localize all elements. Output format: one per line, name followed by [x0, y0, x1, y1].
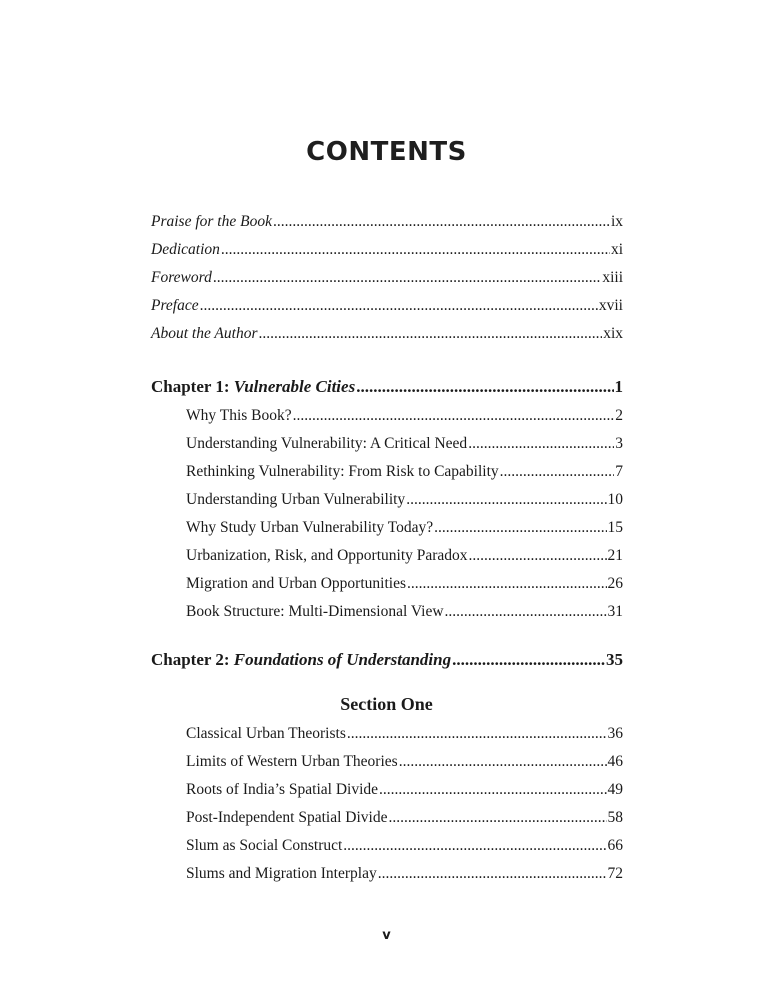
chapter-2-block: [151, 645, 623, 675]
toc-entry-praise[interactable]: [151, 208, 623, 236]
toc-entry[interactable]: [151, 832, 623, 860]
toc-entry-title: Rethinking Vulnerability: From Risk to Capability: [186, 463, 499, 480]
page-title: CONTENTS: [306, 137, 467, 167]
toc-entry-title: Why This Book?: [186, 407, 292, 424]
chapter-title: Vulnerable Cities: [233, 377, 356, 396]
toc-chapter-1[interactable]: [151, 372, 623, 402]
leader-dots: [388, 804, 606, 832]
leader-dots: [469, 542, 607, 570]
section-heading: Section One: [340, 694, 433, 714]
toc-entry-title: Preface: [151, 297, 199, 314]
toc-entry-page: 7: [615, 463, 623, 480]
section-one-list: [151, 720, 623, 888]
leader-dots: [213, 264, 601, 292]
leader-dots: [399, 748, 607, 776]
toc-entry-page: 26: [607, 575, 623, 592]
toc-entry-page: xiii: [602, 269, 623, 286]
toc-entry-page: 46: [607, 753, 623, 770]
toc-entry-page: 3: [615, 435, 623, 452]
toc-entry-title: Classical Urban Theorists: [186, 725, 346, 742]
leader-dots: [293, 402, 615, 430]
toc-entry-title: Migration and Urban Opportunities: [186, 575, 406, 592]
leader-dots: [468, 430, 614, 458]
toc-entry-title: Understanding Urban Vulnerability: [186, 491, 406, 508]
toc-entry-title: About the Author: [151, 325, 258, 342]
chapter-1-block: [151, 372, 623, 626]
toc-entry-page: xix: [603, 325, 623, 342]
toc-entry-page: 49: [607, 781, 623, 798]
leader-dots: [379, 776, 606, 804]
toc-entry[interactable]: [151, 720, 623, 748]
chapter-heading: [151, 372, 355, 402]
toc-entry[interactable]: [151, 804, 623, 832]
toc-entry-title: Post-Independent Spatial Divide: [186, 809, 388, 826]
toc-entry-title: Book Structure: Multi-Dimensional View: [186, 603, 444, 620]
leader-dots: [259, 320, 603, 348]
leader-dots: [356, 372, 613, 402]
toc-entry-page: 15: [607, 519, 623, 536]
toc-entry-page: 66: [607, 837, 623, 854]
toc-entry-title: Foreword: [151, 269, 212, 286]
toc-entry-title: Slum as Social Construct: [186, 837, 343, 854]
leader-dots: [445, 598, 607, 626]
toc-entry-page: 10: [607, 491, 623, 508]
toc-entry[interactable]: [151, 402, 623, 430]
toc-entry-page: xvii: [598, 297, 623, 314]
chapter-label: Chapter 1:: [151, 377, 230, 396]
leader-dots: [343, 832, 606, 860]
toc-entry-title: Roots of India’s Spatial Divide: [186, 781, 379, 798]
leader-dots: [378, 860, 607, 888]
toc-entry-page: 2: [615, 407, 623, 424]
toc-entry[interactable]: [151, 860, 623, 888]
chapter-heading: [151, 645, 451, 675]
toc-entry-page: ix: [610, 213, 623, 230]
page-number: v: [382, 928, 391, 943]
toc-entry-page: 72: [607, 865, 623, 882]
toc-entry-title: Slums and Migration Interplay: [186, 865, 377, 882]
toc-entry[interactable]: [151, 598, 623, 626]
leader-dots: [273, 208, 610, 236]
toc-entry[interactable]: [151, 748, 623, 776]
chapter-title: Foundations of Understanding: [233, 650, 452, 669]
toc-entry[interactable]: [151, 514, 623, 542]
toc-entry-title: Dedication: [151, 241, 220, 258]
front-matter-list: [151, 208, 623, 348]
chapter-page: 1: [614, 377, 623, 396]
leader-dots: [452, 645, 605, 675]
leader-dots: [406, 486, 606, 514]
toc-entry-title: Why Study Urban Vulnerability Today?: [186, 519, 434, 536]
leader-dots: [347, 720, 607, 748]
toc-entry-title: Urbanization, Risk, and Opportunity Paradox: [186, 547, 468, 564]
leader-dots: [500, 458, 615, 486]
chapter-page: 35: [606, 650, 623, 669]
toc-entry-title: Limits of Western Urban Theories: [186, 753, 398, 770]
toc-entry-page: 21: [607, 547, 623, 564]
toc-entry-page: 58: [607, 809, 623, 826]
leader-dots: [221, 236, 610, 264]
toc-entry-preface[interactable]: [151, 292, 623, 320]
toc-entry-page: 31: [607, 603, 623, 620]
toc-entry-about-author[interactable]: [151, 320, 623, 348]
toc-entry-page: xi: [610, 241, 623, 258]
toc-entry[interactable]: [151, 570, 623, 598]
toc-entry[interactable]: [151, 458, 623, 486]
leader-dots: [434, 514, 606, 542]
toc-entry-foreword[interactable]: [151, 264, 623, 292]
toc-entry-title: Understanding Vulnerability: A Critical Need: [186, 435, 468, 452]
toc-entry[interactable]: [151, 542, 623, 570]
toc-entry[interactable]: [151, 776, 623, 804]
toc-chapter-2[interactable]: [151, 645, 623, 675]
toc-entry-page: 36: [607, 725, 623, 742]
leader-dots: [200, 292, 598, 320]
toc-entry-dedication[interactable]: [151, 236, 623, 264]
leader-dots: [407, 570, 607, 598]
toc-entry[interactable]: [151, 486, 623, 514]
chapter-label: Chapter 2:: [151, 650, 230, 669]
toc-entry-title: Praise for the Book: [151, 213, 272, 230]
toc-entry[interactable]: [151, 430, 623, 458]
